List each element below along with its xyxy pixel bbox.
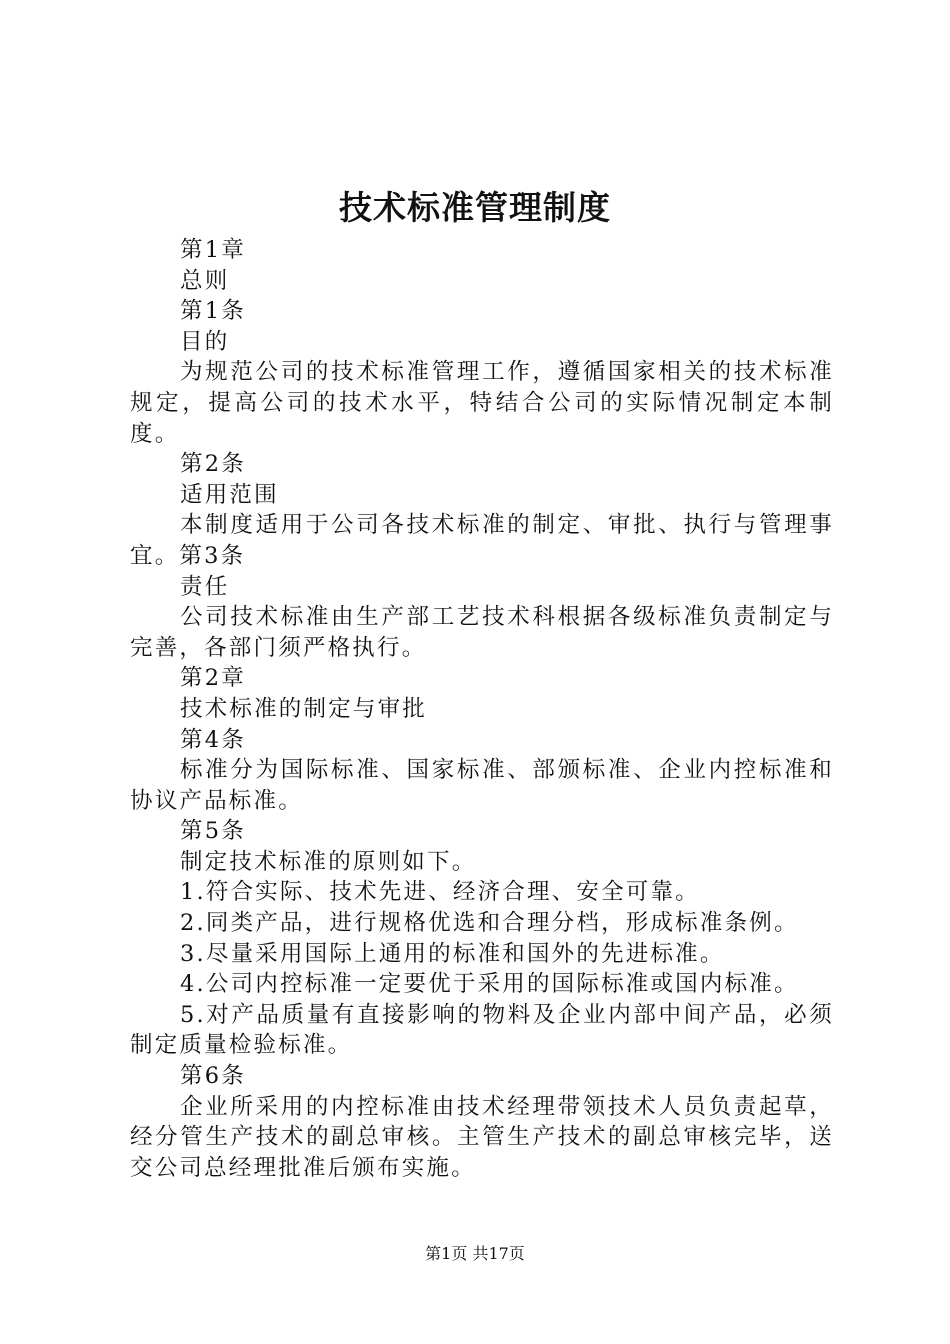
paragraph: 本制度适用于公司各技术标准的制定、审批、执行与管理事宜。第3条 xyxy=(130,512,834,569)
paragraph: 第6条 xyxy=(180,1063,246,1090)
paragraph: 技术标准的制定与审批 xyxy=(180,695,428,722)
paragraph: 公司技术标准由生产部工艺技术科根据各级标准负责制定与完善，各部门须严格执行。 xyxy=(130,604,834,661)
paragraph: 第4条 xyxy=(180,726,246,753)
paragraph: 总则 xyxy=(180,267,230,294)
paragraph: 第1条 xyxy=(180,298,246,325)
paragraph: 3.尽量采用国际上通用的标准和国外的先进标准。 xyxy=(180,940,725,967)
page-number-footer: 第1页 共17页 xyxy=(425,1244,525,1263)
paragraph: 目的 xyxy=(180,328,230,355)
paragraph: 为规范公司的技术标准管理工作，遵循国家相关的技术标准规定，提高公司的技术水平，特结合公司的实际情况制定本制度。 xyxy=(130,359,834,447)
paragraph: 适用范围 xyxy=(180,481,279,508)
paragraph: 标准分为国际标准、国家标准、部颁标准、企业内控标准和协议产品标准。 xyxy=(130,757,834,814)
paragraph: 责任 xyxy=(180,573,230,600)
paragraph: 第2章 xyxy=(180,665,246,692)
paragraph: 第2条 xyxy=(180,451,246,478)
paragraph: 1.符合实际、技术先进、经济合理、安全可靠。 xyxy=(180,879,700,906)
paragraph: 第5条 xyxy=(180,818,246,845)
paragraph: 企业所采用的内控标准由技术经理带领技术人员负责起草，经分管生产技术的副总审核。主管生产技术的副总审核完毕，送交公司总经理批准后颁布实施。 xyxy=(130,1093,834,1181)
paragraph: 第1章 xyxy=(180,237,246,263)
paragraph: 2.同类产品，进行规格优选和合理分档，形成标准条例。 xyxy=(180,910,799,937)
paragraph: 5.对产品质量有直接影响的物料及企业内部中间产品，必须制定质量检验标准。 xyxy=(130,1001,834,1059)
document-title: 技术标准管理制度 xyxy=(339,188,611,227)
paragraph: 4.公司内控标准一定要优于采用的国际标准或国内标准。 xyxy=(180,971,799,998)
document-body xyxy=(130,235,834,1183)
paragraph: 制定技术标准的原则如下。 xyxy=(180,848,477,875)
